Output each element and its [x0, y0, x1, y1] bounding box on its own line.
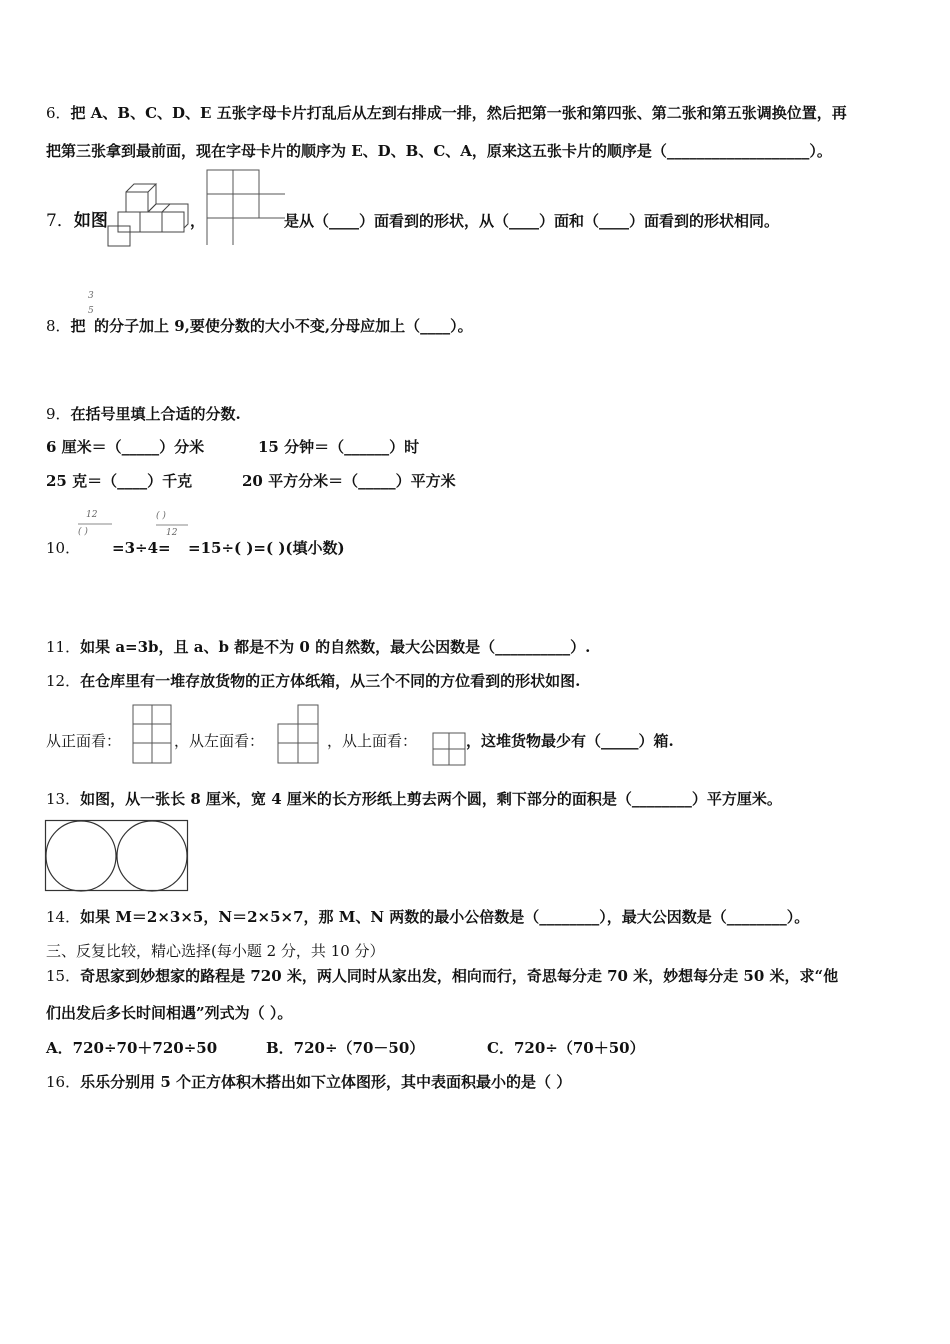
q10-frac2-denominator: 12: [166, 528, 178, 538]
left-view-grid: [278, 705, 320, 765]
q12-front-label: 从正面看：: [46, 732, 122, 750]
rectangle-two-circles-figure: [45, 820, 189, 892]
q15-option-a[interactable]: A．720÷70＋720÷50: [46, 1039, 218, 1057]
q14-line: [46, 907, 809, 927]
top-view-grid: [433, 733, 467, 767]
q15-number: 15．: [46, 967, 81, 985]
q8-prefix: 把: [70, 317, 86, 335]
fraction-numerator: 3: [88, 291, 94, 301]
q14-number: 14．: [46, 908, 81, 926]
q12-number: 12．: [46, 672, 81, 690]
q11-text: 如果 a=3b，且 a、b 都是不为 0 的自然数，最大公因数是（__________）.: [80, 638, 591, 656]
q10-frac1-denominator: ( ): [78, 527, 88, 537]
q13-number: 13．: [46, 790, 81, 808]
q9-row1b: 15 分钟＝（______）时: [258, 438, 420, 456]
q7-comma: ，: [190, 212, 206, 230]
cube-stack-figure: [108, 182, 188, 247]
q6-line1: [46, 103, 847, 123]
q8-text: 的分子加上 9,要使分数的大小不变,分母应加上（____）。: [94, 317, 473, 335]
section-3-heading: 三、反复比较，精心选择(每小题 2 分，共 10 分）: [46, 942, 385, 960]
q16-number: 16．: [46, 1073, 81, 1091]
q8-prefix-line: [46, 316, 86, 336]
q10-eq2: =15÷( )=( )(填小数): [188, 539, 345, 557]
q9-title-line: [46, 404, 241, 424]
q9-number: 9．: [46, 405, 71, 423]
q8-number: 8．: [46, 317, 71, 335]
q11-number: 11．: [46, 638, 81, 656]
q10-number: 10．: [46, 539, 81, 557]
q10-frac1-bar: [78, 523, 112, 525]
q15-line1: [46, 966, 838, 986]
q7-prefix-line: [46, 211, 108, 231]
fraction-denominator: 5: [88, 306, 94, 316]
q16-line: [46, 1072, 571, 1092]
q12-left-label: ，从左面看：: [174, 732, 265, 750]
q12-line: [46, 671, 580, 691]
q10-eq1: =3÷4=: [112, 539, 171, 557]
q11-line: [46, 637, 590, 657]
q14-text: 如果 M＝2×3×5，N＝2×5×7，那 M、N 两数的最小公倍数是（________），最大公因数是（________）。: [80, 908, 810, 926]
q7-number: 7．: [46, 211, 74, 231]
q9-row2b: 20 平方分米＝（_____）平方米: [242, 472, 456, 490]
q10-frac2-bar: [156, 524, 188, 526]
q15-text-2: 们出发后多长时间相遇”列式为（ ）。: [46, 1004, 293, 1022]
q15-option-b[interactable]: B．720÷（70－50）: [266, 1039, 425, 1057]
q16-text: 乐乐分别用 5 个正方体积木搭出如下立体图形，其中表面积最小的是（ ）: [80, 1073, 572, 1091]
q7-prefix: 如图: [73, 211, 108, 231]
q9-row1a: 6 厘米＝（_____）分米: [46, 438, 205, 456]
q10-frac1-numerator: 12: [86, 510, 98, 520]
view-grid-figure: [207, 170, 285, 246]
q7-text: 是从（____）面看到的形状，从（____）面和（____）面看到的形状相同。: [284, 212, 780, 230]
q15-option-c[interactable]: C．720÷（70＋50）: [487, 1039, 645, 1057]
q12-top-label: ，从上面看：: [327, 732, 418, 750]
front-view-grid: [133, 705, 173, 765]
q12-text: 在仓库里有一堆存放货物的正方体纸箱，从三个不同的方位看到的形状如图.: [80, 672, 581, 690]
q12-end: ，这堆货物最少有（_____）箱.: [466, 732, 674, 750]
q6-text-1: 把 A、B、C、D、E 五张字母卡片打乱后从左到右排成一排，然后把第一张和第四张、第二张和第五张调换位置，再: [70, 104, 847, 122]
q13-line: [46, 789, 782, 809]
q15-text-1: 奇思家到妙想家的路程是 720 米，两人同时从家出发，相向而行，奇思每分走 70 米，妙想每分走 50 米，求“他: [80, 967, 839, 985]
q10-number-line: [46, 538, 80, 558]
q6-number: 6．: [46, 104, 71, 122]
q6-text-2: 把第三张拿到最前面，现在字母卡片的顺序为 E、D、B、C、A，原来这五张卡片的顺序是（___________________）。: [46, 142, 832, 160]
q9-row2a: 25 克＝（____）千克: [46, 472, 193, 490]
q9-title: 在括号里填上合适的分数.: [70, 405, 241, 423]
q10-frac2-numerator: ( ): [156, 511, 166, 521]
q13-text: 如图，从一张长 8 厘米，宽 4 厘米的长方形纸上剪去两个圆，剩下部分的面积是（________）平方厘米。: [80, 790, 782, 808]
